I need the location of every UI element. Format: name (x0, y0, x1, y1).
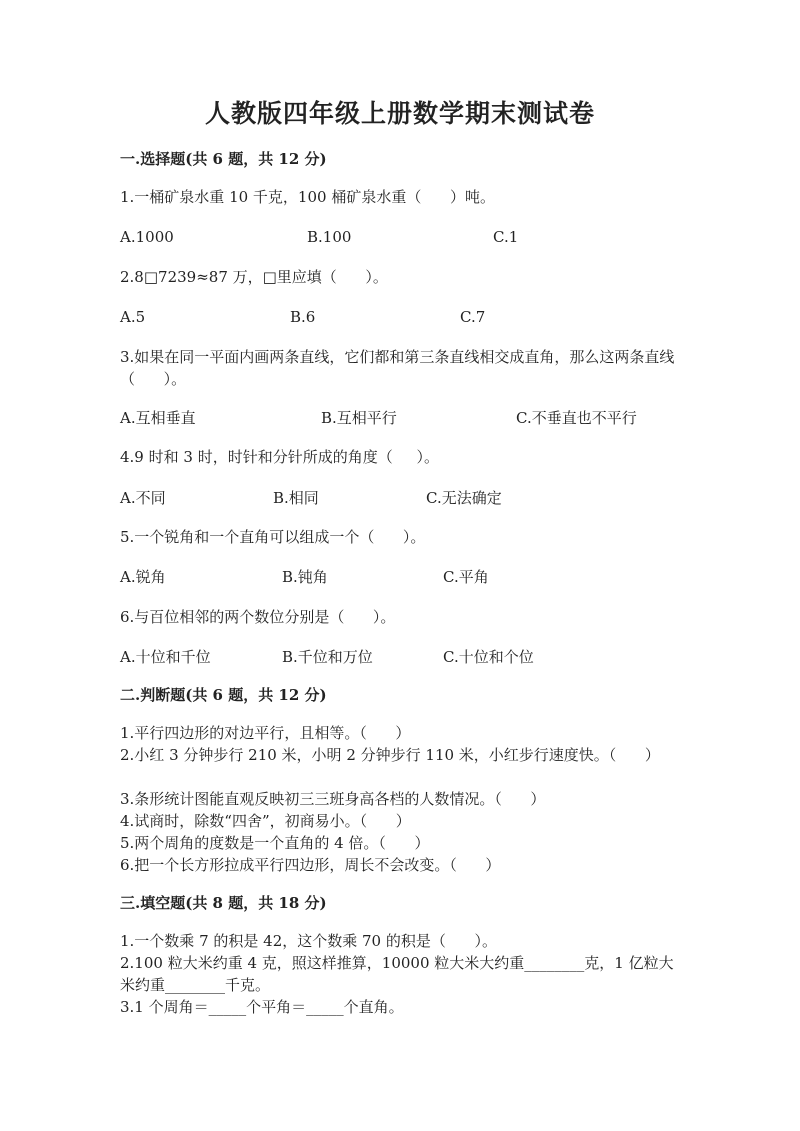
option-a: A.锐角 (120, 568, 166, 586)
option-a: A.1000 (120, 228, 174, 246)
option-a: A.5 (120, 308, 146, 326)
option-c: C.不垂直也不平行 (516, 409, 637, 427)
question-text: 3.1 个周角＝_____个平角＝_____个直角。 (120, 998, 404, 1016)
question-text: 2.8□7239≈87 万，□里应填（ ）。 (120, 268, 388, 286)
option-b: B.相同 (273, 489, 319, 507)
page-title: 人教版四年级上册数学期末测试卷 (204, 99, 595, 128)
question-text: 6.与百位相邻的两个数位分别是（ ）。 (120, 608, 396, 626)
question-text: 1.一个数乘 7 的积是 42，这个数乘 70 的积是（ ）。 (120, 932, 497, 950)
option-b: B.6 (290, 308, 316, 326)
question-text: 5.一个锐角和一个直角可以组成一个（ ）。 (120, 528, 426, 546)
option-c: C.7 (460, 308, 486, 326)
question-text: 2.小红 3 分钟步行 210 米，小明 2 分钟步行 110 米，小红步行速度快。（ ） (120, 746, 660, 764)
option-c: C.十位和个位 (443, 648, 534, 666)
option-a: A.不同 (120, 489, 166, 507)
option-b: B.钝角 (282, 568, 328, 586)
question-text: 4.9 时和 3 时，时针和分针所成的角度（ ）。 (120, 448, 440, 466)
question-text: 1.平行四边形的对边平行，且相等。（ ） (120, 724, 411, 742)
option-c: C.平角 (443, 568, 489, 586)
option-b: B.千位和万位 (282, 648, 373, 666)
option-a: A.十位和千位 (120, 648, 211, 666)
section-heading-choice: 一.选择题(共 6 题，共 12 分) (120, 150, 327, 168)
option-a: A.互相垂直 (120, 409, 196, 427)
question-text: 1.一桶矿泉水重 10 千克，100 桶矿泉水重（ ）吨。 (120, 188, 495, 206)
question-text: 5.两个周角的度数是一个直角的 4 倍。（ ） (120, 834, 430, 852)
question-text: 2.100 粒大米约重 4 克，照这样推算，10000 粒大米大约重________克，1 亿粒大米约重________千克。 (120, 954, 674, 994)
question-text: 3.如果在同一平面内画两条直线，它们都和第三条直线相交成直角，那么这两条直线（ ）。 (120, 348, 675, 388)
section-heading-fill-blank: 三.填空题(共 8 题，共 18 分) (120, 894, 327, 912)
option-b: B.100 (307, 228, 352, 246)
section-heading-judgment: 二.判断题(共 6 题，共 12 分) (120, 686, 327, 704)
option-b: B.互相平行 (321, 409, 397, 427)
question-text: 4.试商时，除数“四舍”，初商易小。（ ） (120, 812, 411, 830)
question-text: 3.条形统计图能直观反映初三三班身高各档的人数情况。（ ） (120, 790, 546, 808)
question-text: 6.把一个长方形拉成平行四边形，周长不会改变。（ ） (120, 856, 501, 874)
option-c: C.无法确定 (426, 489, 502, 507)
option-c: C.1 (493, 228, 519, 246)
